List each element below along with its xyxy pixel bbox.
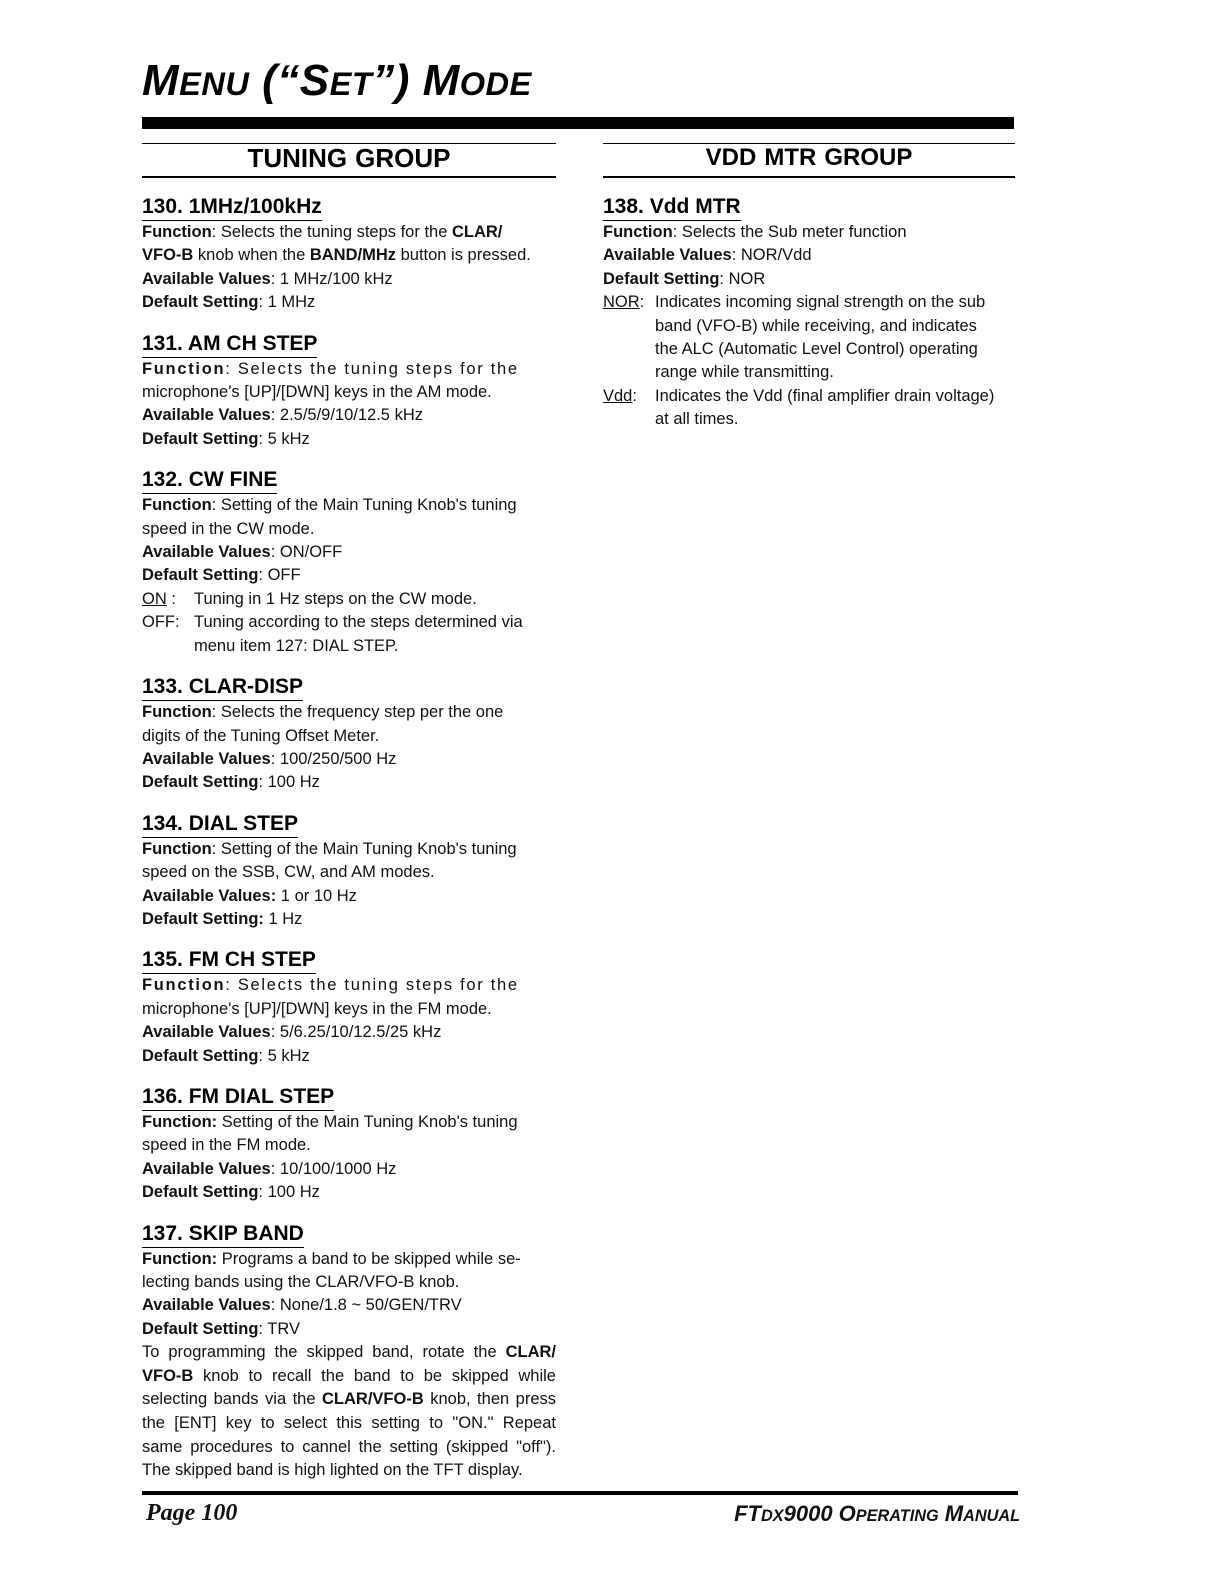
menu-item-136: [142, 1068, 556, 1205]
function-line: [142, 381, 556, 404]
item-title: 131. AM CH STEP: [142, 331, 317, 358]
option-text-line: Tuning according to the steps determined via: [194, 613, 523, 632]
available-values: [142, 541, 556, 564]
control-name: BAND/MHz: [309, 246, 397, 265]
available-label: Available Values: [142, 1159, 271, 1178]
function-line: [603, 221, 1015, 244]
function-text: microphone's [UP]/[DWN] keys in the FM mode.: [142, 999, 492, 1018]
option-separator: :: [632, 386, 637, 405]
default-value: : 100 Hz: [258, 773, 320, 792]
option-text-line: Indicates the Vdd (final amplifier drain voltage): [655, 386, 995, 405]
default-label: Default Setting: [142, 1046, 259, 1065]
option-separator: :: [639, 293, 645, 312]
default-value: : OFF: [258, 566, 301, 585]
function-label: Function: [142, 703, 212, 722]
available-label: Available Values:: [142, 886, 277, 905]
function-text: : Selects the tuning steps for the: [225, 359, 519, 378]
available-values: [603, 244, 1015, 267]
control-name: CLAR/VFO-B: [322, 1390, 424, 1409]
function-text: speed on the SSB, CW, and AM modes.: [142, 863, 435, 882]
available-values: [142, 268, 556, 291]
function-text: : Selects the tuning steps for the: [225, 976, 519, 995]
item-title: 130. 1MHz/100kHz: [142, 194, 322, 221]
function-text: speed in the FM mode.: [142, 1136, 311, 1155]
default-label: Default Setting: [142, 429, 259, 448]
function-line: [142, 701, 556, 724]
item-title: 133. CLAR-DISP: [142, 674, 303, 701]
menu-item-130: [142, 178, 556, 315]
function-label: Function: [142, 839, 212, 858]
function-text: speed in the CW mode.: [142, 519, 315, 538]
tuning-group-column: [142, 140, 556, 1483]
menu-item-131: [142, 315, 556, 452]
available-label: Available Values: [142, 543, 271, 562]
item-title: 136. FM DIAL STEP: [142, 1084, 334, 1111]
function-line: [142, 1271, 556, 1294]
menu-item-135: [142, 931, 556, 1068]
default-setting: [142, 564, 556, 587]
option-text: Tuning in 1 Hz steps on the CW mode.: [194, 589, 477, 608]
title-part: ”) M: [372, 56, 460, 105]
function-line: [142, 244, 556, 267]
option-text-line: menu item 127: DIAL STEP.: [194, 636, 399, 655]
option-text-line: Indicates incoming signal strength on the sub: [655, 293, 986, 312]
available-value: : ON/OFF: [270, 543, 343, 562]
function-text: Setting of the Main Tuning Knob's tuning: [217, 1112, 518, 1131]
function-line: [142, 221, 556, 244]
note-text: knob to recall the band to be skipped while selecting bands via the: [142, 1366, 556, 1409]
menu-item-138: [603, 178, 1015, 432]
default-setting: [142, 1181, 556, 1204]
default-setting: [142, 1318, 556, 1341]
menu-item-133: [142, 658, 556, 795]
tuning-group-header: [142, 140, 556, 178]
group-title-main: MTR: [760, 140, 820, 177]
group-title-main: TUNING: [243, 140, 351, 177]
function-label: Function: [142, 496, 212, 515]
function-text: button is pressed.: [396, 246, 531, 265]
available-label: Available Values: [142, 749, 271, 768]
option-key: [142, 588, 194, 611]
function-line: [142, 725, 556, 748]
option-separator: :: [166, 589, 176, 608]
default-value: 1 Hz: [263, 909, 303, 928]
function-line: [142, 518, 556, 541]
available-value: : 10/100/1000 Hz: [270, 1159, 397, 1178]
default-value: : 100 Hz: [258, 1183, 320, 1202]
available-value: : NOR/Vdd: [731, 246, 812, 265]
title-part: ET: [329, 66, 373, 102]
default-value: : TRV: [258, 1319, 300, 1338]
option-text: [655, 385, 1015, 432]
available-value: 1 or 10 Hz: [276, 886, 357, 905]
group-title: [239, 140, 458, 178]
available-value: : None/1.8 ~ 50/GEN/TRV: [270, 1296, 462, 1315]
footer-rule: [142, 1491, 1018, 1495]
option-separator: :: [175, 613, 180, 632]
option-on: [142, 588, 556, 611]
option-key: [603, 385, 655, 432]
option-text-line: the ALC (Automatic Level Control) operating: [655, 340, 978, 359]
available-value: : 1 MHz/100 kHz: [270, 269, 393, 288]
default-setting: [142, 771, 556, 794]
function-text: knob when the: [193, 246, 310, 265]
default-label: Default Setting: [142, 1319, 259, 1338]
default-setting: [142, 908, 556, 931]
available-values: [142, 748, 556, 771]
available-value: : 100/250/500 Hz: [270, 749, 397, 768]
function-text: : Setting of the Main Tuning Knob's tuning: [211, 496, 517, 515]
available-value: : 2.5/5/9/10/12.5 kHz: [270, 406, 423, 425]
function-text: : Selects the frequency step per the one: [211, 703, 504, 722]
function-text: : Selects the Sub meter function: [672, 223, 907, 241]
available-label: Available Values: [142, 406, 271, 425]
manual-title-part: ANUAL: [963, 1507, 1020, 1525]
default-setting: [142, 428, 556, 451]
available-label: Available Values: [142, 269, 271, 288]
function-line: [142, 1111, 556, 1134]
control-name: CLAR/: [451, 223, 503, 241]
function-line: [142, 494, 556, 517]
function-label: Function: [142, 223, 212, 241]
function-text: : Selects the tuning steps for the: [211, 223, 452, 241]
option-key-text: NOR: [603, 293, 640, 312]
available-values: [142, 885, 556, 908]
function-text: lecting bands using the CLAR/VFO-B knob.: [142, 1273, 460, 1291]
title-rule: [142, 117, 1014, 129]
vdd-mtr-group-header: [603, 140, 1015, 178]
control-name: CLAR/ VFO-B: [142, 1343, 556, 1385]
default-value: : 5 kHz: [258, 429, 310, 448]
default-value: : 5 kHz: [258, 1046, 310, 1065]
default-label: Default Setting: [603, 269, 720, 288]
note-text: To programming the skipped band, rotate the: [142, 1343, 506, 1362]
available-values: [142, 404, 556, 427]
menu-item-134: [142, 795, 556, 932]
function-line: [142, 861, 556, 884]
menu-item-137: [142, 1205, 556, 1483]
option-key-text: OFF: [142, 613, 175, 632]
function-text: digits of the Tuning Offset Meter.: [142, 726, 380, 745]
function-line: [142, 998, 556, 1021]
function-label: Function: [142, 976, 226, 995]
function-text: microphone's [UP]/[DWN] keys in the AM mode.: [142, 383, 492, 402]
item-title: 138. Vdd MTR: [603, 194, 741, 221]
page-number: Page 100: [146, 1500, 238, 1526]
function-label: Function:: [142, 1249, 218, 1268]
available-values: [142, 1021, 556, 1044]
group-title-small: GROUP: [820, 140, 916, 177]
page-title: [142, 56, 532, 106]
manual-title-part: PERATING: [855, 1507, 939, 1525]
manual-title-part: DX: [761, 1507, 784, 1525]
available-values: [142, 1294, 556, 1317]
available-label: Available Values: [142, 1296, 271, 1315]
group-title-small: GROUP: [351, 140, 454, 177]
default-value: : 1 MHz: [258, 293, 316, 312]
title-part: M: [142, 56, 180, 105]
default-setting: [603, 268, 1015, 291]
item-title: 135. FM CH STEP: [142, 947, 316, 974]
group-title-small: VDD: [702, 140, 761, 177]
function-line: [142, 1134, 556, 1157]
available-label: Available Values: [142, 1023, 271, 1042]
default-label: Default Setting: [142, 566, 259, 585]
available-value: : 5/6.25/10/12.5/25 kHz: [270, 1023, 442, 1042]
item-title: 134. DIAL STEP: [142, 811, 298, 838]
function-label: Function: [142, 359, 226, 378]
default-label: Default Setting: [142, 773, 259, 792]
manual-title-part: FT: [734, 1501, 761, 1526]
option-text-line: band (VFO-B) while receiving, and indicates: [655, 316, 977, 335]
manual-title-part: M: [938, 1501, 964, 1526]
default-label: Default Setting:: [142, 909, 264, 928]
function-line: [142, 358, 556, 381]
function-label: Function: [603, 223, 673, 241]
available-label: Available Values: [603, 246, 732, 265]
default-label: Default Setting: [142, 293, 259, 312]
option-key-text: ON: [142, 589, 167, 608]
control-name: VFO-B: [142, 246, 194, 265]
default-label: Default Setting: [142, 1183, 259, 1202]
available-values: [142, 1158, 556, 1181]
title-part: ENU: [179, 66, 250, 102]
option-nor: [603, 291, 1015, 385]
option-vdd: [603, 385, 1015, 432]
function-text: : Setting of the Main Tuning Knob's tuning: [211, 839, 517, 858]
default-setting: [142, 291, 556, 314]
function-line: [142, 1248, 556, 1271]
default-value: : NOR: [719, 269, 766, 288]
manual-title: [734, 1501, 1020, 1527]
menu-item-132: [142, 451, 556, 658]
title-part: ODE: [459, 66, 532, 102]
option-key-text: Vdd: [603, 386, 633, 405]
manual-title-part: 9000 O: [783, 1501, 856, 1526]
function-text: Programs a band to be skipped while se-: [217, 1249, 521, 1268]
function-line: [142, 974, 556, 997]
default-setting: [142, 1045, 556, 1068]
option-text-line: range while transmitting.: [655, 363, 834, 382]
item-title: 137. SKIP BAND: [142, 1221, 304, 1248]
note-text: knob, then press the [ENT] key to select this setting to "ON." Repeat same procedures to cannel the setting (skipped "off"). The skipped band is high lighted on the TFT display.: [142, 1390, 556, 1480]
title-part: (“S: [249, 56, 330, 105]
option-key: [142, 611, 194, 658]
function-label: Function:: [142, 1112, 218, 1131]
item-title: 132. CW FINE: [142, 467, 277, 494]
option-text: [194, 611, 556, 658]
group-title: [698, 140, 921, 178]
option-text: [655, 291, 1015, 385]
option-key: [603, 291, 655, 385]
option-text-line: at all times.: [655, 410, 739, 429]
option-off: [142, 611, 556, 658]
function-line: [142, 838, 556, 861]
skip-band-instructions: [142, 1341, 556, 1483]
vdd-mtr-group-column: [603, 140, 1015, 432]
